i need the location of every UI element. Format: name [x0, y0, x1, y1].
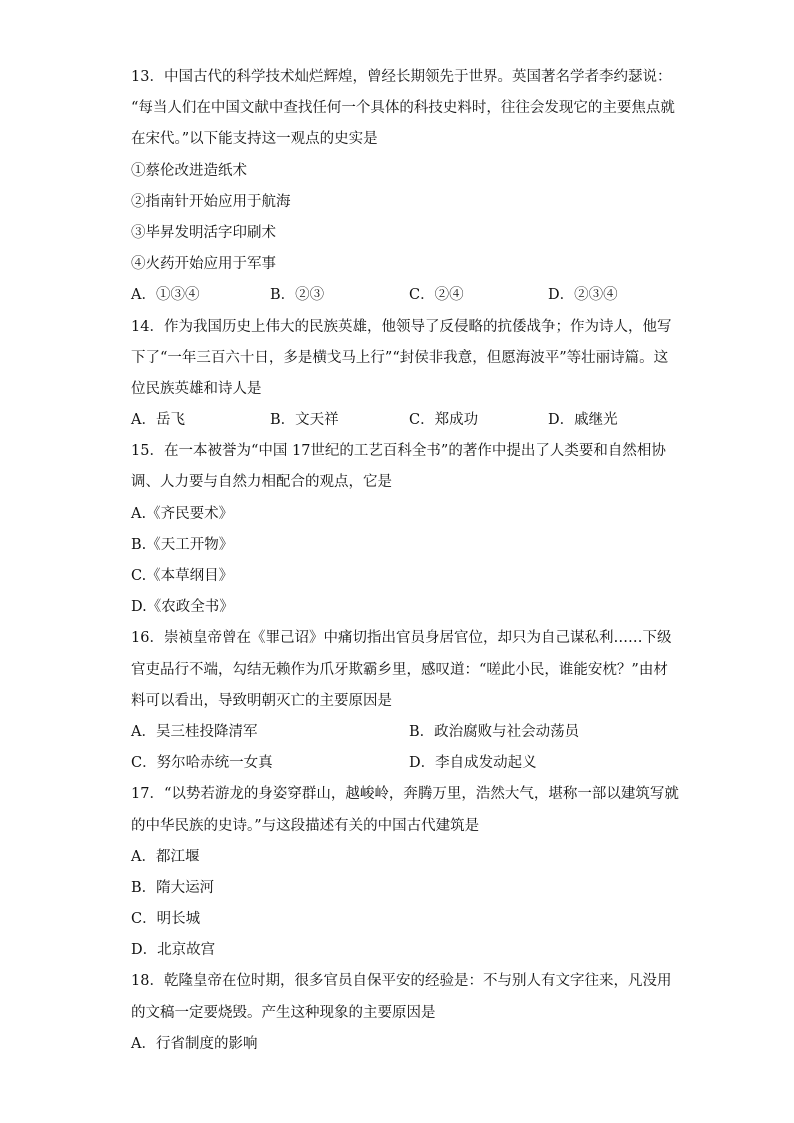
question-15-option-b: B.《天工开物》	[131, 536, 234, 553]
question-13-stem-line-3: 在宋代。”以下能支持这一观点的史实是	[131, 131, 378, 148]
question-16-options-row-1	[131, 717, 671, 748]
question-18-stem-line-2: 的文稿一定要烧毁。产生这种现象的主要原因是	[131, 1004, 436, 1021]
question-16-option-d: D．李自成发动起义	[409, 755, 537, 772]
question-18-stem-line-1: 18．乾隆皇帝在位时期，很多官员自保平安的经验是：不与别人有文字往来，凡没用	[131, 973, 672, 990]
document-page	[131, 62, 679, 1060]
question-16-stem-line-3: 料可以看出，导致明朝灭亡的主要原因是	[131, 692, 392, 709]
question-18	[131, 966, 671, 1060]
question-15-option-d: D.《农政全书》	[131, 599, 234, 616]
question-16-stem-line-2: 官吏品行不端，勾结无赖作为爪牙欺霸乡里，感叹道：“嗟此小民，谁能安枕？”由材	[131, 661, 668, 678]
question-13-option-b: B．②③	[270, 287, 325, 304]
question-14-option-c: C．郑成功	[409, 412, 479, 429]
question-13-stem-line-2: “每当人们在中国文献中查找任何一个具体的科技史料时，往往会发现它的主要焦点就	[131, 100, 675, 117]
question-14-option-a: A．岳飞	[131, 412, 185, 429]
question-13-item-3: ③毕昇发明活字印刷术	[131, 224, 276, 241]
question-15-option-c: C.《本草纲目》	[131, 568, 234, 584]
question-14-option-b: B．文天祥	[270, 412, 339, 429]
question-15	[131, 436, 671, 623]
question-17-option-a: A．都江堰	[131, 848, 200, 865]
question-17-stem-line-1: 17．“以势若游龙的身姿穿群山，越峻岭，奔腾万里，浩然大气，堪称一部以建筑写就	[131, 786, 679, 803]
question-13-item-1: ①蔡伦改进造纸术	[131, 162, 247, 179]
question-16-option-b: B．政治腐败与社会动荡员	[409, 723, 580, 740]
question-16-options-row-2	[131, 748, 671, 779]
question-16	[131, 623, 671, 779]
question-14-options	[131, 405, 671, 436]
question-15-stem-line-1: 15．在一本被誉为“中国 17世纪的工艺百科全书”的著作中提出了人类要和自然相协	[131, 443, 666, 460]
question-17	[131, 779, 679, 966]
question-13-options	[131, 280, 671, 311]
question-13-option-d: D．②③④	[548, 287, 618, 304]
question-13-option-a: A．①③④	[131, 287, 200, 304]
question-14-option-d: D．戚继光	[548, 412, 618, 429]
question-15-option-a: A.《齐民要术》	[131, 505, 234, 522]
question-13-item-2: ②指南针开始应用于航海	[131, 193, 291, 210]
question-17-stem-line-2: 的中华民族的史诗。”与这段描述有关的中国古代建筑是	[131, 817, 480, 834]
question-14-stem-line-1: 14．作为我国历史上伟大的民族英雄，他领导了反侵略的抗倭战争；作为诗人，他写	[131, 318, 672, 335]
question-17-option-b: B．隋大运河	[131, 879, 215, 896]
question-16-option-a: A．吴三桂投降清军	[131, 723, 258, 740]
question-14	[131, 312, 671, 437]
question-17-option-d: D．北京故宫	[131, 942, 216, 959]
question-17-option-c: C．明长城	[131, 911, 201, 928]
question-16-option-c: C．努尔哈赤统一女真	[131, 755, 273, 772]
question-16-stem-line-1: 16．崇祯皇帝曾在《罪己诏》中痛切指出官员身居官位，却只为自己谋私利……下级	[131, 630, 672, 647]
question-13-stem-line-1: 13．中国古代的科学技术灿烂辉煌，曾经长期领先于世界。英国著名学者李约瑟说：	[131, 69, 672, 85]
question-13	[131, 62, 675, 312]
question-13-item-4: ④火药开始应用于军事	[131, 256, 276, 273]
question-14-stem-line-2: 下了“一年三百六十日，多是横戈马上行”“封侯非我意，但愿海波平”等壮丽诗篇。这	[131, 349, 669, 366]
question-14-stem-line-3: 位民族英雄和诗人是	[131, 380, 262, 397]
question-18-option-a: A．行省制度的影响	[131, 1035, 258, 1052]
question-13-option-c: C．②④	[409, 287, 464, 304]
question-15-stem-line-2: 调、人力要与自然力相配合的观点，它是	[131, 474, 392, 491]
